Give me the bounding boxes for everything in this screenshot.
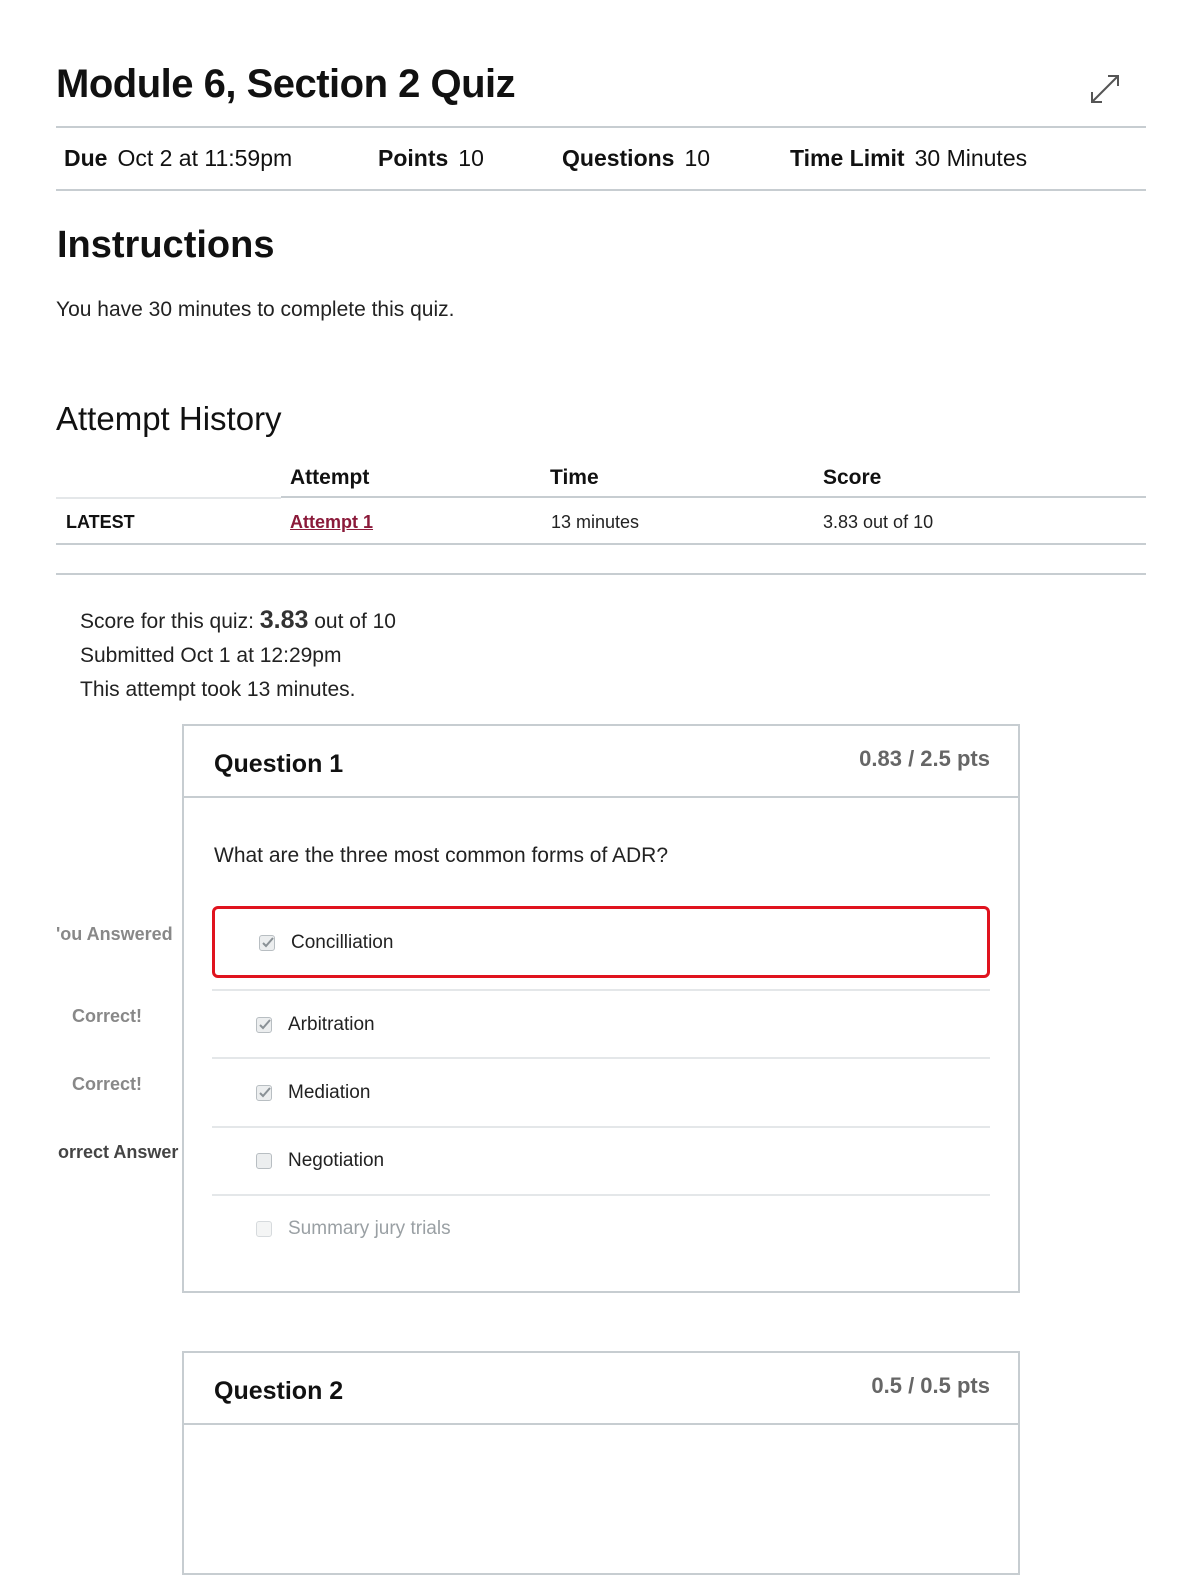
side-label-correct: Correct! (72, 1006, 143, 1026)
time-limit-value: 30 Minutes (914, 145, 1028, 171)
submitted-at: Submitted Oct 1 at 12:29pm (80, 644, 342, 667)
question-points: 0.83 / 2.5 pts (859, 746, 990, 771)
answer-label: Arbitration (288, 1014, 375, 1035)
checkbox-checked-icon[interactable] (259, 935, 275, 951)
points (378, 145, 484, 172)
column-header-score: Score (823, 466, 882, 489)
questions-count (562, 145, 710, 172)
score-suffix: out of 10 (308, 610, 396, 633)
quiz-details (56, 128, 1146, 190)
question-points: 0.5 / 0.5 pts (871, 1373, 990, 1398)
due-date (64, 145, 292, 172)
answer-divider (212, 1126, 990, 1128)
score-value: 3.83 (259, 606, 309, 634)
attempt-score: 3.83 out of 10 (823, 512, 934, 532)
score-summary (80, 606, 396, 635)
points-label: Points (378, 145, 449, 171)
checkbox-checked-icon[interactable] (256, 1085, 272, 1101)
answer-option[interactable] (212, 1082, 990, 1106)
questions-value: 10 (684, 145, 711, 171)
instructions-heading: Instructions (57, 224, 275, 266)
answer-option[interactable] (212, 932, 990, 956)
question-title: Question 1 (214, 750, 344, 778)
due-label: Due (64, 145, 108, 171)
score-prefix: Score for this quiz: (80, 610, 260, 633)
attempt-history-heading: Attempt History (56, 400, 282, 437)
checkbox-checked-icon[interactable] (256, 1017, 272, 1033)
answer-divider (212, 1057, 990, 1059)
answer-label: Mediation (288, 1082, 371, 1103)
section-divider (56, 573, 1146, 575)
attempt-link[interactable] (290, 512, 373, 533)
side-label-you-answered: 'ou Answered (56, 924, 173, 944)
question-header (184, 726, 1018, 798)
question-text: What are the three most common forms of ADR? (214, 844, 669, 867)
table-header-rule-left (56, 497, 281, 499)
latest-tag: LATEST (66, 512, 135, 532)
checkbox-unchecked-icon[interactable] (256, 1221, 272, 1237)
details-bottom-rule (56, 189, 1146, 191)
side-label-correct-answer: orrect Answer (58, 1142, 179, 1162)
quiz-title: Module 6, Section 2 Quiz (56, 62, 516, 106)
time-limit-label: Time Limit (790, 145, 905, 171)
column-header-time: Time (550, 466, 599, 489)
expand-icon[interactable] (1088, 72, 1122, 106)
answer-divider (212, 1194, 990, 1196)
side-label-correct: Correct! (72, 1074, 143, 1094)
column-header-attempt: Attempt (290, 466, 370, 489)
instructions-text: You have 30 minutes to complete this quiz. (56, 298, 455, 321)
question-card-2 (182, 1351, 1020, 1575)
attempt-time: 13 minutes (551, 512, 640, 532)
answer-option[interactable] (212, 1150, 990, 1174)
questions-label: Questions (562, 145, 675, 171)
time-limit (790, 145, 1027, 172)
table-bottom-rule (56, 543, 1146, 545)
attempt-link-text[interactable]: Attempt 1 (290, 512, 374, 532)
answer-label: Summary jury trials (288, 1218, 451, 1239)
answer-option[interactable] (212, 1218, 990, 1242)
answer-label: Negotiation (288, 1150, 385, 1171)
due-value: Oct 2 at 11:59pm (117, 145, 293, 171)
question-card-1 (182, 724, 1020, 1293)
checkbox-unchecked-icon[interactable] (256, 1153, 272, 1169)
answer-label: Concilliation (291, 932, 394, 953)
question-title: Question 2 (214, 1377, 344, 1405)
question-header (184, 1353, 1018, 1425)
table-header-rule (281, 496, 1146, 498)
points-value: 10 (458, 145, 484, 171)
answer-divider (212, 989, 990, 991)
attempt-duration: This attempt took 13 minutes. (80, 678, 356, 701)
answer-option[interactable] (212, 1014, 990, 1038)
